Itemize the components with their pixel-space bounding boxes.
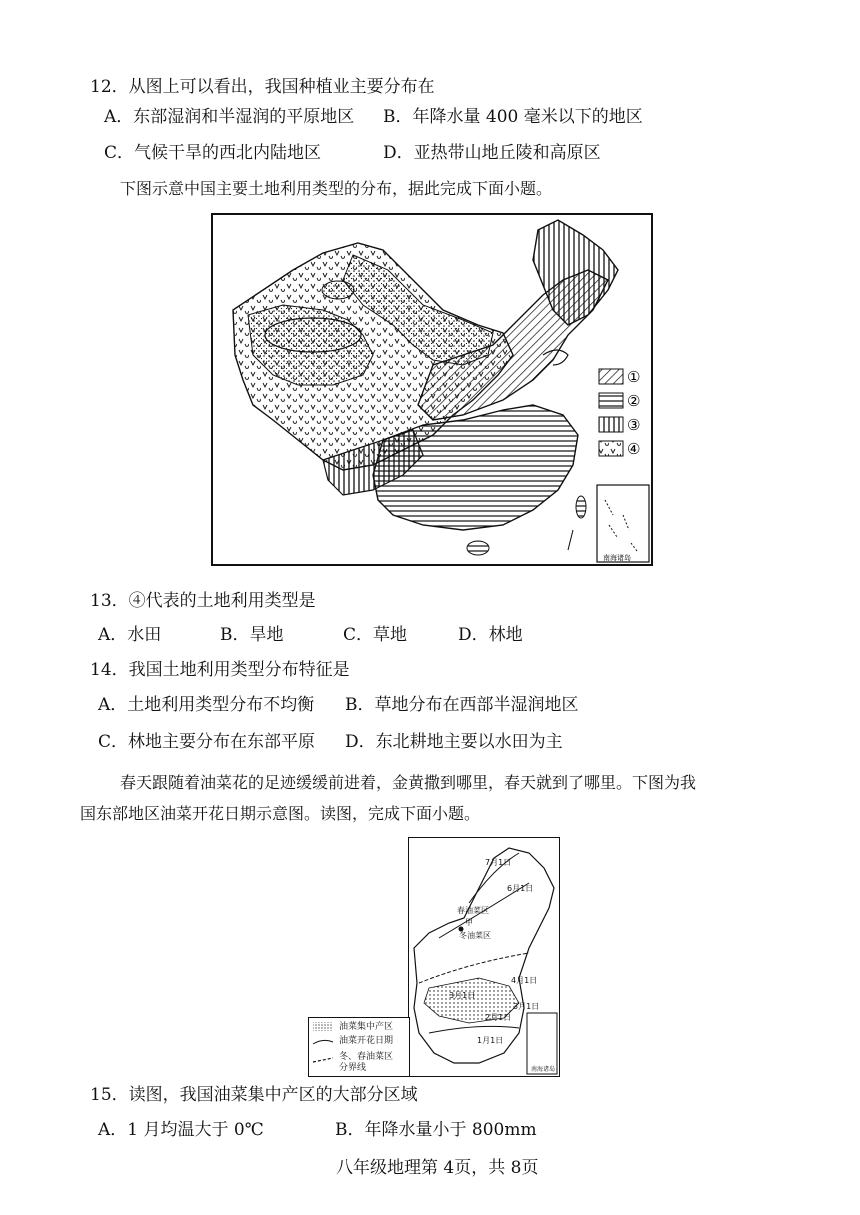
legend-swatch-grassland — [599, 441, 623, 456]
legend2-item-isoline: 油菜开花日期 — [339, 1036, 394, 1046]
desert-oasis — [265, 318, 361, 352]
date-label-jul1: 7月1日 — [485, 858, 512, 867]
intro-rapeseed-line2: 国东部地区油菜开花日期示意图。读图，完成下面小题。 — [80, 804, 481, 823]
legend2-item-boundary: 冬、春油菜区 — [339, 1052, 394, 1062]
hainan-island — [467, 541, 489, 555]
q14-stem: 14．我国土地利用类型分布特征是 — [90, 660, 350, 680]
q13-option-c: C．草地 — [343, 625, 408, 645]
spring-rapeseed-label: 春油菜区 — [457, 906, 489, 915]
legend-swatch-forest — [599, 417, 623, 432]
q15-option-b: B．年降水量小于 800mm — [335, 1120, 537, 1140]
legend-label-1: ① — [627, 368, 641, 386]
q15-stem: 15．读图，我国油菜集中产区的大部分区域 — [90, 1085, 418, 1105]
map1-legend — [599, 368, 640, 458]
winter-rapeseed-label: 冬油菜区 — [459, 931, 491, 940]
south-coast-mark — [568, 530, 573, 550]
q14-option-d: D．东北耕地主要以水田为主 — [345, 732, 563, 752]
legend2-item-boundary-2: 分界线 — [339, 1063, 367, 1073]
date-label-feb1: 2月1日 — [485, 1013, 512, 1022]
date-label-mar1-east: 3月1日 — [513, 1002, 540, 1011]
date-label-jan1: 1月1日 — [477, 1036, 504, 1045]
desert-basin — [322, 281, 354, 299]
q12-stem: 12．从图上可以看出，我国种植业主要分布在 — [90, 77, 435, 97]
date-label-mar1-west: 3月1日 — [449, 991, 476, 1000]
q14-option-a: A．土地利用类型分布不均衡 — [98, 695, 315, 715]
legend2-swatch-isoline — [313, 1040, 333, 1044]
land-use-map — [211, 213, 653, 566]
rapeseed-map — [408, 837, 560, 1077]
rapeseed-map-legend — [308, 1017, 410, 1077]
q15-option-a: A．1 月均温大于 0℃ — [98, 1120, 264, 1140]
legend2-swatch-area — [313, 1022, 333, 1031]
q12-option-a: A．东部湿润和半湿润的平原地区 — [104, 107, 355, 127]
legend2-item-area: 油菜集中产区 — [339, 1022, 394, 1032]
legend-swatch-dryland — [599, 369, 623, 384]
intro-rapeseed-line1: 春天跟随着油菜花的足迹缓缓前进着，金黄撒到哪里，春天就到了哪里。下图为我 — [120, 773, 697, 792]
page-footer: 八年级地理第 4页，共 8页 — [336, 1158, 539, 1178]
map2-inset-label: 南海诸岛 — [531, 1066, 556, 1073]
q13-option-a: A．水田 — [98, 625, 162, 645]
legend2-swatch-boundary — [313, 1058, 333, 1062]
q13-option-d: D．林地 — [458, 625, 523, 645]
q12-option-c: C．气候干旱的西北内陆地区 — [104, 143, 322, 163]
q12-option-d: D．亚热带山地丘陵和高原区 — [383, 143, 601, 163]
q14-option-c: C．林地主要分布在东部平原 — [98, 732, 316, 752]
legend-label-3: ③ — [627, 416, 641, 434]
q14-option-b: B．草地分布在西部半湿润地区 — [345, 695, 579, 715]
map2-isoline-feb — [429, 1026, 519, 1033]
legend-label-4: ④ — [627, 440, 641, 458]
q12-option-b: B．年降水量 400 毫米以下的地区 — [383, 107, 643, 127]
legend-label-2: ② — [627, 392, 641, 410]
south-sea-inset — [597, 485, 649, 562]
land-use-map-figure — [213, 215, 651, 564]
intro-land-use: 下图示意中国主要土地利用类型的分布，据此完成下面小题。 — [120, 179, 553, 198]
legend-swatch-paddy — [599, 393, 623, 408]
date-label-jun1: 6月1日 — [507, 884, 534, 893]
inset-label: 南海诸岛 — [603, 554, 631, 562]
date-label-apr1: 4月1日 — [511, 976, 538, 985]
point-jia-label: 甲 — [465, 918, 473, 927]
taiwan-island — [576, 496, 586, 518]
q13-option-b: B．旱地 — [220, 625, 284, 645]
q13-stem: 13．④代表的土地利用类型是 — [90, 591, 316, 611]
